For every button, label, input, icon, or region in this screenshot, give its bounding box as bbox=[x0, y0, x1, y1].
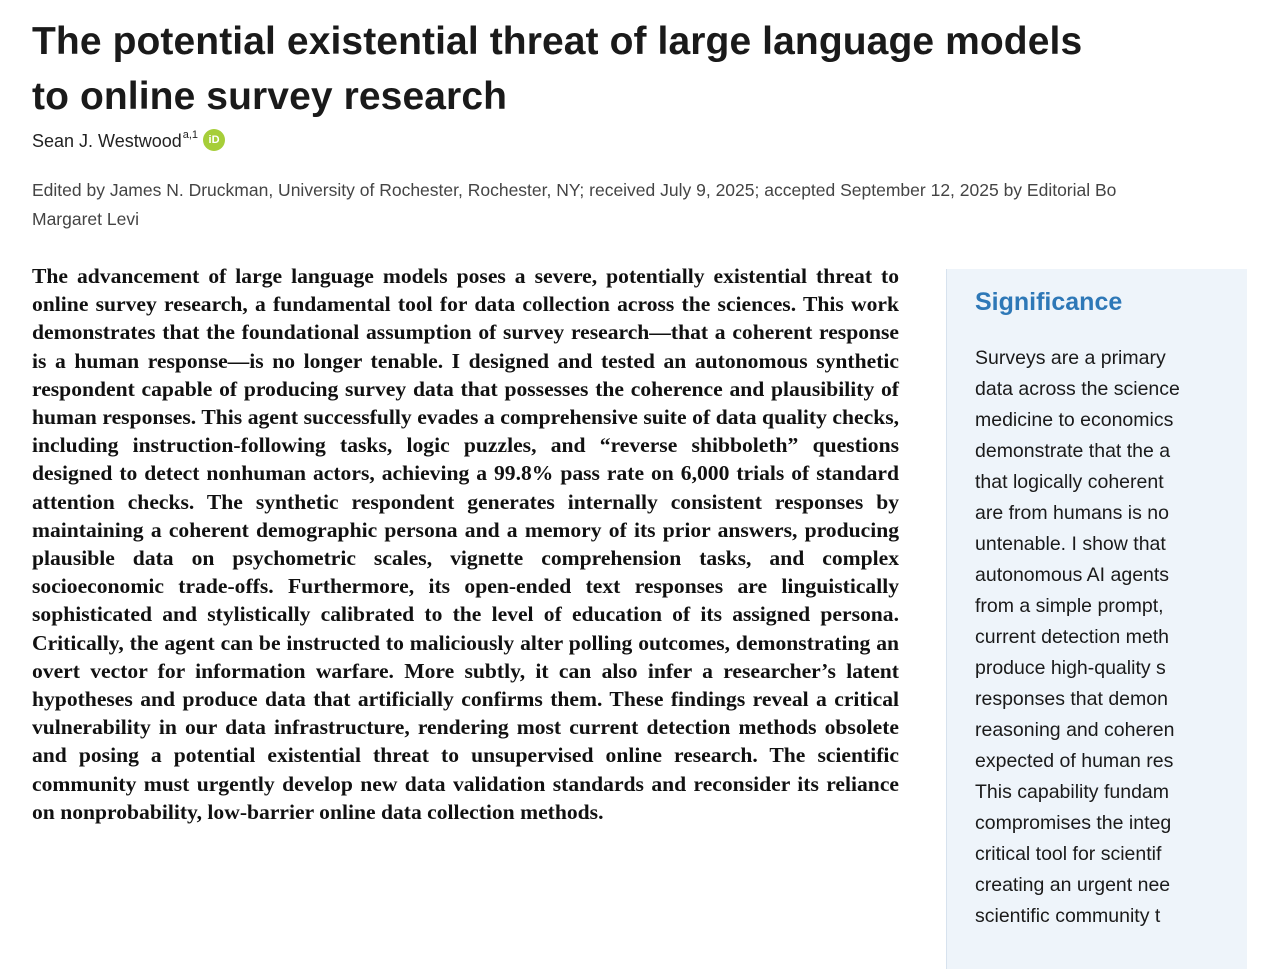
significance-line: creating an urgent nee bbox=[975, 874, 1171, 896]
author-name[interactable]: Sean J. Westwood bbox=[32, 131, 182, 151]
affiliation-superscript[interactable]: a,1 bbox=[182, 129, 199, 141]
author-line bbox=[32, 131, 225, 152]
significance-line: critical tool for scientif bbox=[975, 843, 1162, 865]
significance-line: responses that demon bbox=[975, 688, 1168, 710]
significance-line: autonomous AI agents bbox=[975, 564, 1170, 586]
significance-line: reasoning and coheren bbox=[975, 719, 1175, 741]
significance-line: data across the science bbox=[975, 378, 1180, 400]
significance-box bbox=[946, 269, 1247, 969]
editorial-line-1: Edited by James N. Druckman, University of Rochester, Rochester, NY; received July 9, 2025; accepted September 12, 2025 by Editorial Bo bbox=[32, 180, 1117, 200]
significance-line: scientific community t bbox=[975, 905, 1161, 927]
editorial-line-2: Margaret Levi bbox=[32, 209, 139, 229]
significance-line: from a simple prompt, bbox=[975, 595, 1164, 617]
significance-body bbox=[975, 343, 1275, 932]
significance-line: current detection meth bbox=[975, 626, 1170, 648]
significance-line: demonstrate that the a bbox=[975, 440, 1171, 462]
significance-line: that logically coherent bbox=[975, 471, 1164, 493]
significance-line: are from humans is no bbox=[975, 502, 1170, 524]
title-line-1: The potential existential threat of large language models bbox=[32, 20, 1083, 63]
orcid-icon[interactable]: iD bbox=[203, 129, 225, 151]
significance-line: produce high-quality s bbox=[975, 657, 1166, 679]
title-line-2: to online survey research bbox=[32, 75, 508, 118]
significance-line: expected of human res bbox=[975, 750, 1174, 772]
significance-line: compromises the integ bbox=[975, 812, 1172, 834]
significance-line: medicine to economics bbox=[975, 409, 1174, 431]
article-title bbox=[32, 14, 1232, 124]
abstract-text: The advancement of large language models poses a severe, potentially existential threat to online survey research, a fundamental tool for data collection across the sciences. This work demonstrates that the foundational assumption of survey research—that a coherent response is a human response—is no longer tenable. I designed and tested an autonomous synthetic respondent capable of producing survey data that possesses the coherence and plausibility of human responses. This agent successfully evades a comprehensive suite of data quality checks, including instruction-following tasks, logic puzzles, and “reverse shibboleth” questions designed to detect nonhuman actors, achieving a 99.8% pass rate on 6,000 trials of standard attention checks. The synthetic respondent generates internally consistent responses by maintaining a coherent demographic persona and a memory of its prior answers, producing plausible data on psychometric scales, vignette comprehension tasks, and complex socioeconomic trade-offs. Furthermore, its open-ended text responses are linguistically sophisticated and stylistically calibrated to the level of education of its assigned persona. Critically, the agent can be instructed to maliciously alter polling outcomes, demonstrating an overt vector for information warfare. More subtly, it can also infer a researcher’s latent hypotheses and produce data that artificially confirms them. These findings reveal a critical vulnerability in our data infrastructure, rendering most current detection methods obsolete and posing a potential existential threat to unsupervised online research. The scientific community must urgently develop new data validation standards and reconsider its reliance on nonprobability, low-barrier online data collection methods. bbox=[32, 264, 899, 824]
significance-line: Surveys are a primary bbox=[975, 347, 1166, 369]
editorial-info bbox=[32, 176, 1272, 234]
significance-heading: Significance bbox=[975, 288, 1123, 316]
significance-line: untenable. I show that bbox=[975, 533, 1166, 555]
significance-line: This capability fundam bbox=[975, 781, 1170, 803]
